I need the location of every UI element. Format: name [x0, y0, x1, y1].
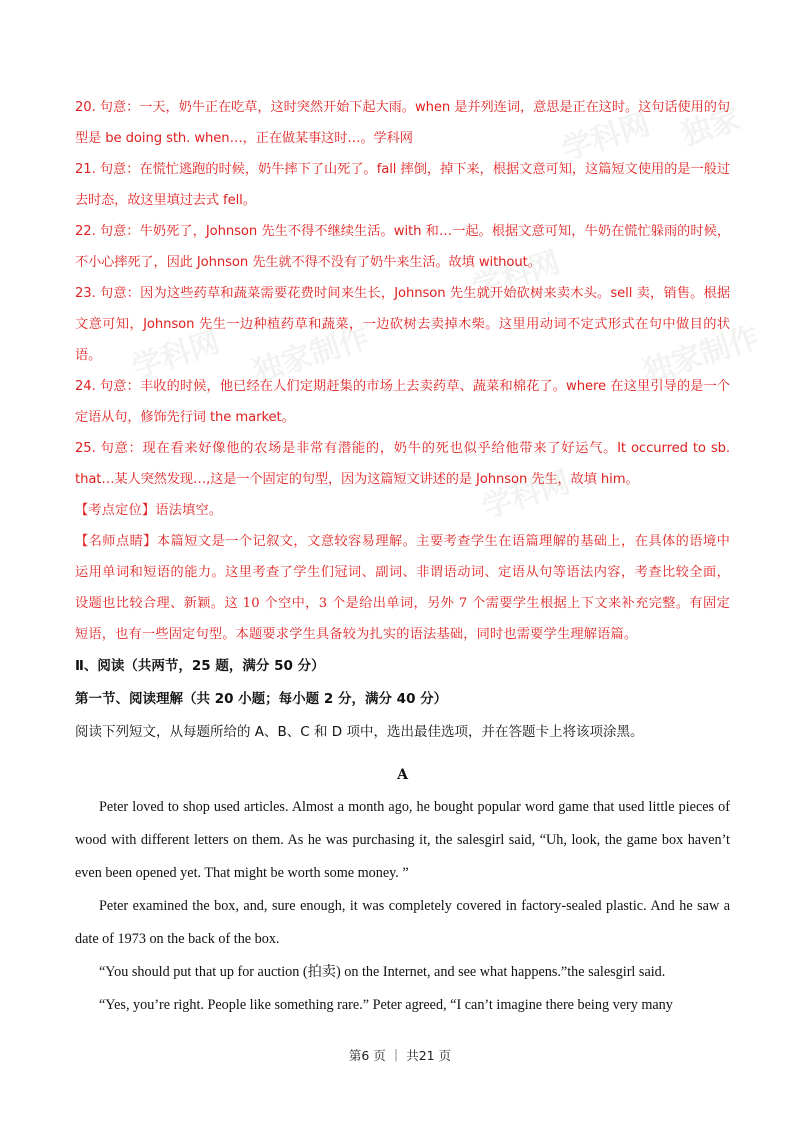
- section-title: Ⅱ、阅读（共两节，25 题，满分 50 分）: [75, 658, 325, 674]
- mingshi-block: [75, 526, 730, 650]
- passage-paragraph: Peter examined the box, and, sure enough, it was completely covered in factory-sealed plastic. And he saw a date of 1973 on the back of the box.: [75, 898, 730, 947]
- watermark: 独家: [677, 101, 746, 154]
- explanation-21: 21. 句意：在慌忙逃跑的时候，奶牛摔下了山死了。fall 摔倒，掉下来，根据文意可知，这篇短文使用的是一般过去时态，故这里填过去式 fell。: [75, 162, 730, 208]
- kaodian-tag: 【考点定位】: [75, 503, 156, 518]
- kaodian-block: [75, 495, 730, 526]
- passage-paragraph: “Yes, you’re right. People like something rare.” Peter agreed, “I can’t imagine there being very many: [99, 997, 673, 1013]
- watermark: 独家制作: [638, 320, 764, 391]
- kaodian-text: 语法填空。: [155, 503, 223, 518]
- watermark: 学科网: [467, 244, 565, 306]
- watermark: 独家制作: [248, 320, 374, 391]
- explanation-22: 22. 句意：牛奶死了，Johnson 先生不得不继续生活。with 和…一起。根据文意可知，牛奶在慌忙躲雨的时候，不小心摔死了，因此 Johnson 先生就不得不没有了奶牛来生活。故填 without。: [75, 224, 730, 270]
- mingshi-text: 本篇短文是一个记叙文，文意较容易理解。主要考查学生在语篇理解的基础上，在具体的语境中运用单词和短语的能力。这里考查了学生们冠词、副词、非谓语动词、定语从句等语法内容，考查比较全面，设题也比较合理、新颖。这 10 个空中，3 个是给出单词，另外 7 个需要学生根据上下文来补充完整。有固定短语，也有一些固定句型。本题要求学生具备较为扎实的语法基础，同时也需要学生理解语篇。: [75, 534, 730, 642]
- passage-paragraph: “You should put that up for auction (拍卖) on the Internet, and see what happens.”the salesgirl said.: [99, 964, 666, 980]
- explanation-20: 20. 句意：一天，奶牛正在吃草，这时突然开始下起大雨。when 是并列连词，意思是正在这时。这句话使用的句型是 be doing sth. when…，正在做某事这时…。学科网: [75, 100, 730, 146]
- subsection-title: 第一节、阅读理解（共 20 小题；每小题 2 分，满分 40 分）: [75, 691, 448, 707]
- explanation-25: 25. 句意：现在看来好像他的农场是非常有潜能的，奶牛的死也似乎给他带来了好运气。It occurred to sb. that…某人突然发现…,这是一个固定的句型，因为这篇短文讲述的是 Johnson 先生，故填 him。: [75, 441, 730, 487]
- passage-label: A: [397, 767, 408, 783]
- page-footer: 第6 页 ｜ 共21 页: [348, 1048, 452, 1063]
- watermark: 学科网: [477, 464, 575, 526]
- explanation-23: 23. 句意：因为这些药草和蔬菜需要花费时间来生长，Johnson 先生就开始砍树来卖木头。sell 卖，销售。根据文意可知，Johnson 先生一边种植药草和蔬菜，一边砍树去卖掉木柴。这里用动词不定式形式在句中做目的状语。: [75, 286, 730, 363]
- mingshi-tag: 【名师点睛】: [75, 534, 157, 549]
- explanation-24: 24. 句意：丰收的时候，他已经在人们定期赶集的市场上去卖药草、蔬菜和棉花了。where 在这里引导的是一个定语从句，修饰先行词 the market。: [75, 379, 730, 425]
- page-content: [75, 92, 730, 1022]
- passage-paragraph: Peter loved to shop used articles. Almost a month ago, he bought popular word game that used little pieces of wood with different letters on them. As he was purchasing it, the salesgirl said, “Uh, look, the game box haven’t even been opened yet. That might be worth some money. ”: [75, 799, 730, 881]
- watermark: 学科网: [557, 106, 655, 168]
- watermark: 学科网: [127, 324, 225, 386]
- instructions: 阅读下列短文，从每题所给的 A、B、C 和 D 项中，选出最佳选项，并在答题卡上将该项涂黑。: [75, 724, 644, 740]
